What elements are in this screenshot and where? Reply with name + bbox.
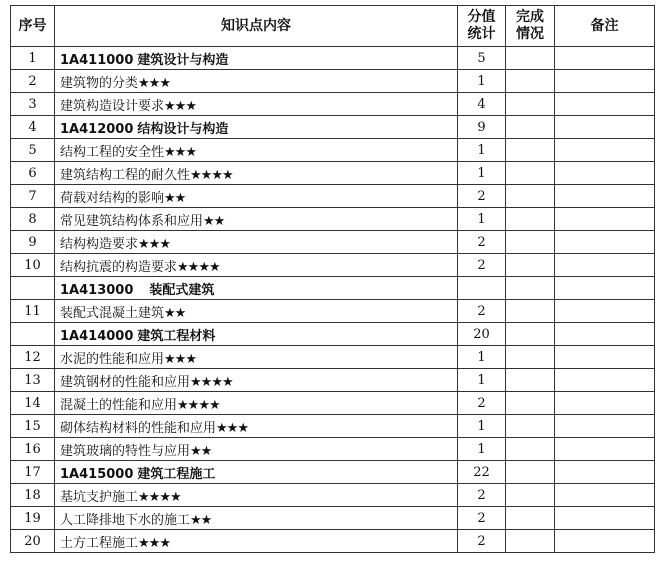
row-content bbox=[55, 185, 458, 208]
row-number: 20 bbox=[11, 530, 55, 553]
row-score: 1 bbox=[458, 415, 506, 438]
row-score: 2 bbox=[458, 254, 506, 277]
row-done bbox=[506, 438, 555, 461]
content-text: 建筑玻璃的特性与应用 bbox=[60, 443, 191, 459]
row-content bbox=[55, 93, 458, 116]
row-note bbox=[555, 392, 655, 415]
row-note bbox=[555, 346, 655, 369]
header-score: 分值 统计 bbox=[458, 6, 506, 47]
row-content bbox=[55, 323, 458, 346]
row-content bbox=[55, 300, 458, 323]
row-score bbox=[458, 277, 506, 300]
row-note bbox=[555, 507, 655, 530]
section-code: 1A411000 bbox=[60, 52, 134, 68]
row-done bbox=[506, 323, 555, 346]
row-number: 15 bbox=[11, 415, 55, 438]
row-content bbox=[55, 47, 458, 70]
importance-stars: ★★★★ bbox=[177, 259, 220, 275]
row-done bbox=[506, 139, 555, 162]
row-number: 9 bbox=[11, 231, 55, 254]
row-number: 12 bbox=[11, 346, 55, 369]
content-text: 常见建筑结构体系和应用 bbox=[60, 213, 204, 229]
row-content bbox=[55, 254, 458, 277]
row-content bbox=[55, 116, 458, 139]
table-row bbox=[11, 185, 655, 208]
content-text: 土方工程施工 bbox=[60, 535, 139, 551]
table-row bbox=[11, 507, 655, 530]
section-code: 1A412000 bbox=[60, 121, 134, 137]
row-done bbox=[506, 507, 555, 530]
row-number: 3 bbox=[11, 93, 55, 116]
row-done bbox=[506, 254, 555, 277]
content-text: 人工降排地下水的施工 bbox=[60, 512, 191, 528]
table-row bbox=[11, 70, 655, 93]
table-row bbox=[11, 300, 655, 323]
content-text: 建筑构造设计要求 bbox=[60, 98, 165, 114]
row-note bbox=[555, 139, 655, 162]
row-done bbox=[506, 231, 555, 254]
importance-stars: ★★ bbox=[190, 443, 212, 459]
row-done bbox=[506, 185, 555, 208]
importance-stars: ★★★★ bbox=[190, 167, 233, 183]
importance-stars: ★★★ bbox=[138, 236, 170, 252]
row-number: 16 bbox=[11, 438, 55, 461]
row-number: 1 bbox=[11, 47, 55, 70]
content-text: 基坑支护施工 bbox=[60, 489, 139, 505]
row-note bbox=[555, 277, 655, 300]
row-number: 4 bbox=[11, 116, 55, 139]
table-section-row bbox=[11, 461, 655, 484]
row-score: 9 bbox=[458, 116, 506, 139]
table-body bbox=[11, 47, 655, 553]
row-content bbox=[55, 70, 458, 93]
row-note bbox=[555, 484, 655, 507]
row-content bbox=[55, 346, 458, 369]
row-number: 18 bbox=[11, 484, 55, 507]
row-score: 1 bbox=[458, 438, 506, 461]
table-row bbox=[11, 231, 655, 254]
row-note bbox=[555, 254, 655, 277]
row-done bbox=[506, 162, 555, 185]
row-content bbox=[55, 208, 458, 231]
row-score: 1 bbox=[458, 208, 506, 231]
content-text: 装配式混凝土建筑 bbox=[60, 305, 165, 321]
row-done bbox=[506, 530, 555, 553]
row-number: 5 bbox=[11, 139, 55, 162]
content-text: 建筑工程材料 bbox=[137, 328, 216, 344]
header-note: 备注 bbox=[555, 6, 655, 47]
importance-stars: ★★ bbox=[164, 305, 186, 321]
row-score: 1 bbox=[458, 139, 506, 162]
importance-stars: ★★ bbox=[190, 512, 212, 528]
importance-stars: ★★★ bbox=[164, 351, 196, 367]
content-text: 荷载对结构的影响 bbox=[60, 190, 165, 206]
row-number: 7 bbox=[11, 185, 55, 208]
row-note bbox=[555, 438, 655, 461]
row-number: 8 bbox=[11, 208, 55, 231]
knowledge-table bbox=[10, 5, 655, 553]
row-note bbox=[555, 530, 655, 553]
row-done bbox=[506, 70, 555, 93]
row-content bbox=[55, 277, 458, 300]
row-note bbox=[555, 93, 655, 116]
row-score: 1 bbox=[458, 369, 506, 392]
row-number: 2 bbox=[11, 70, 55, 93]
row-number: 13 bbox=[11, 369, 55, 392]
content-text: 结构构造要求 bbox=[60, 236, 139, 252]
row-note bbox=[555, 70, 655, 93]
row-score: 1 bbox=[458, 162, 506, 185]
content-text: 建筑物的分类 bbox=[60, 75, 139, 91]
content-text: 水泥的性能和应用 bbox=[60, 351, 165, 367]
importance-stars: ★★★★ bbox=[138, 489, 181, 505]
importance-stars: ★★ bbox=[164, 190, 186, 206]
row-note bbox=[555, 162, 655, 185]
content-text: 装配式建筑 bbox=[149, 282, 215, 298]
row-note bbox=[555, 231, 655, 254]
table-row bbox=[11, 438, 655, 461]
section-code: 1A415000 bbox=[60, 466, 134, 482]
row-content bbox=[55, 530, 458, 553]
table-section-row bbox=[11, 116, 655, 139]
table-section-row bbox=[11, 47, 655, 70]
table-row bbox=[11, 254, 655, 277]
row-number bbox=[11, 323, 55, 346]
row-done bbox=[506, 415, 555, 438]
row-number: 14 bbox=[11, 392, 55, 415]
table-row bbox=[11, 208, 655, 231]
table-row bbox=[11, 346, 655, 369]
row-done bbox=[506, 277, 555, 300]
content-text: 建筑钢材的性能和应用 bbox=[60, 374, 191, 390]
row-score: 2 bbox=[458, 507, 506, 530]
row-number bbox=[11, 277, 55, 300]
row-note bbox=[555, 300, 655, 323]
row-content bbox=[55, 415, 458, 438]
row-note bbox=[555, 47, 655, 70]
table-row bbox=[11, 530, 655, 553]
section-code: 1A413000 bbox=[60, 282, 134, 298]
content-text: 建筑结构工程的耐久性 bbox=[60, 167, 191, 183]
content-text: 混凝土的性能和应用 bbox=[60, 397, 178, 413]
row-content bbox=[55, 139, 458, 162]
importance-stars: ★★★★ bbox=[177, 397, 220, 413]
table-section-row bbox=[11, 277, 655, 300]
row-content bbox=[55, 507, 458, 530]
row-number: 10 bbox=[11, 254, 55, 277]
row-number: 19 bbox=[11, 507, 55, 530]
importance-stars: ★★ bbox=[203, 213, 225, 229]
row-content bbox=[55, 438, 458, 461]
table-section-row bbox=[11, 323, 655, 346]
importance-stars: ★★★ bbox=[164, 98, 196, 114]
row-score: 2 bbox=[458, 484, 506, 507]
table-row bbox=[11, 93, 655, 116]
row-score: 20 bbox=[458, 323, 506, 346]
row-done bbox=[506, 93, 555, 116]
importance-stars: ★★★ bbox=[216, 420, 248, 436]
row-content bbox=[55, 392, 458, 415]
table-row bbox=[11, 484, 655, 507]
table-row bbox=[11, 162, 655, 185]
row-done bbox=[506, 208, 555, 231]
section-code: 1A414000 bbox=[60, 328, 134, 344]
row-number: 17 bbox=[11, 461, 55, 484]
header-content: 知识点内容 bbox=[55, 6, 458, 47]
row-content bbox=[55, 162, 458, 185]
row-note bbox=[555, 208, 655, 231]
row-content bbox=[55, 369, 458, 392]
row-content bbox=[55, 231, 458, 254]
table-header-row bbox=[11, 6, 655, 47]
row-number: 11 bbox=[11, 300, 55, 323]
row-note bbox=[555, 369, 655, 392]
row-done bbox=[506, 392, 555, 415]
row-note bbox=[555, 185, 655, 208]
table-row bbox=[11, 139, 655, 162]
row-score: 22 bbox=[458, 461, 506, 484]
table-row bbox=[11, 392, 655, 415]
row-score: 4 bbox=[458, 93, 506, 116]
row-score: 5 bbox=[458, 47, 506, 70]
row-note bbox=[555, 415, 655, 438]
row-score: 2 bbox=[458, 300, 506, 323]
row-score: 2 bbox=[458, 392, 506, 415]
content-text: 结构抗震的构造要求 bbox=[60, 259, 178, 275]
importance-stars: ★★★ bbox=[138, 75, 170, 91]
importance-stars: ★★★ bbox=[138, 535, 170, 551]
row-done bbox=[506, 461, 555, 484]
table-row bbox=[11, 369, 655, 392]
row-done bbox=[506, 47, 555, 70]
content-text: 建筑工程施工 bbox=[137, 466, 216, 482]
row-score: 1 bbox=[458, 70, 506, 93]
row-content bbox=[55, 484, 458, 507]
row-note bbox=[555, 461, 655, 484]
row-done bbox=[506, 484, 555, 507]
row-number: 6 bbox=[11, 162, 55, 185]
row-score: 1 bbox=[458, 346, 506, 369]
content-text: 结构设计与构造 bbox=[137, 121, 229, 137]
row-score: 2 bbox=[458, 530, 506, 553]
header-done: 完成 情况 bbox=[506, 6, 555, 47]
row-done bbox=[506, 346, 555, 369]
row-score: 2 bbox=[458, 185, 506, 208]
row-done bbox=[506, 116, 555, 139]
row-note bbox=[555, 323, 655, 346]
knowledge-table-container bbox=[10, 5, 655, 553]
row-content bbox=[55, 461, 458, 484]
row-score: 2 bbox=[458, 231, 506, 254]
importance-stars: ★★★★ bbox=[190, 374, 233, 390]
content-text: 砌体结构材料的性能和应用 bbox=[60, 420, 217, 436]
row-note bbox=[555, 116, 655, 139]
importance-stars: ★★★ bbox=[164, 144, 196, 160]
row-done bbox=[506, 369, 555, 392]
table-row bbox=[11, 415, 655, 438]
row-done bbox=[506, 300, 555, 323]
content-text: 建筑设计与构造 bbox=[137, 52, 229, 68]
content-text: 结构工程的安全性 bbox=[60, 144, 165, 160]
header-no: 序号 bbox=[11, 6, 55, 47]
